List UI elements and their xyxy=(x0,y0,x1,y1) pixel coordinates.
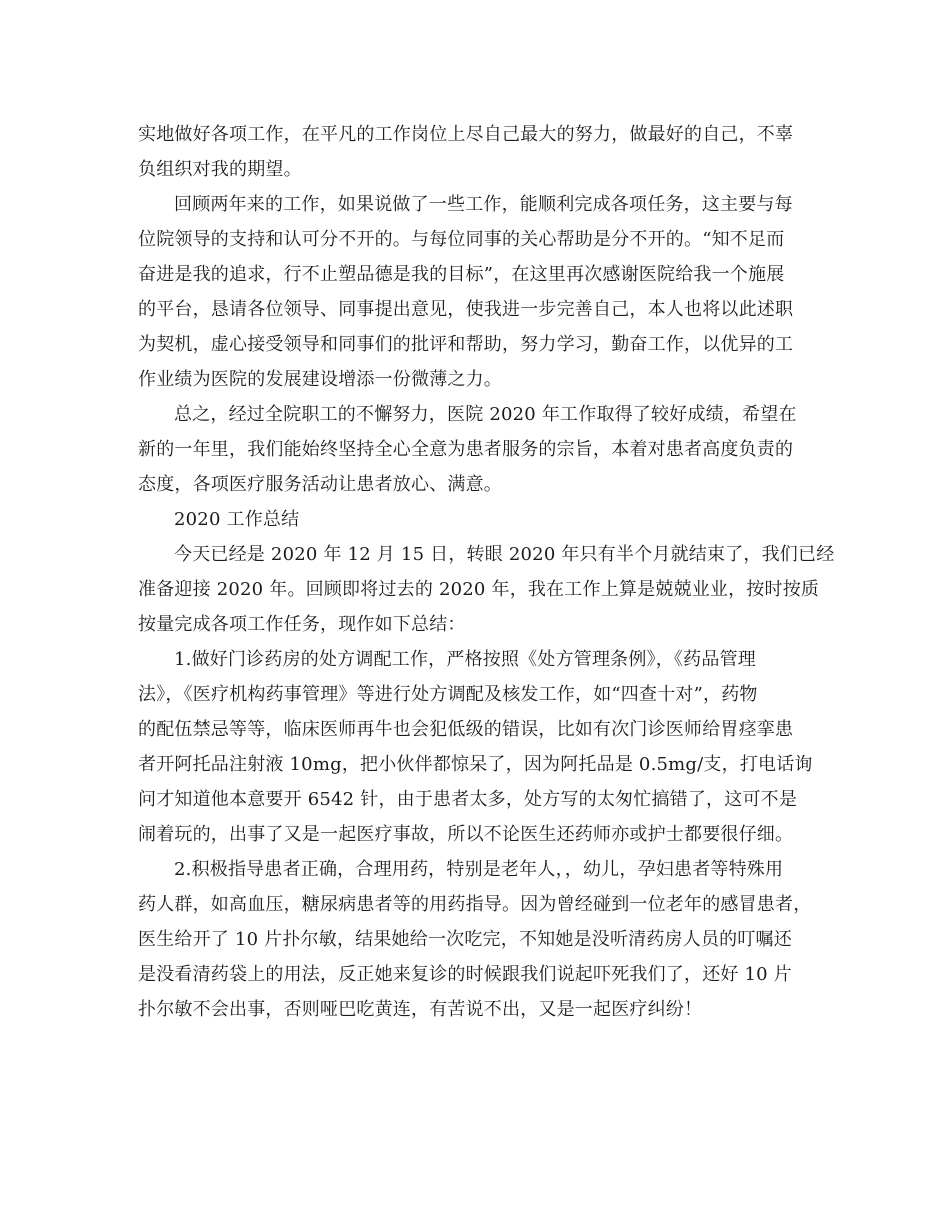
text-line: 回顾两年来的工作，如果说做了一些工作，能顺利完成各项任务，这主要与每 xyxy=(174,194,793,215)
text-line: 实地做好各项工作，在平凡的工作岗位上尽自己最大的努力，做最好的自己，不辜 xyxy=(138,124,794,145)
text-line: 今天已经是 2020 年 12 月 15 日，转眼 2020 年只有半个月就结束了，我们已经 xyxy=(174,544,835,565)
text-line: 的平台，恳请各位领导、同事提出意见，使我进一步完善自己，本人也将以此述职 xyxy=(138,299,794,320)
text-line: 扑尔敏不会出事，否则哑巴吃黄连，有苦说不出，又是一起医疗纠纷！ xyxy=(138,999,703,1020)
text-line: 法》，《医疗机构药事管理》等进行处方调配及核发工作，如“四查十对”，药物 xyxy=(138,684,758,705)
text-line: 负组织对我的期望。 xyxy=(138,159,302,180)
text-line: 药人群，如高血压，糖尿病患者等的用药指导。因为曾经碰到一位老年的感冒患者， xyxy=(138,894,812,915)
text-line: 总之，经过全院职工的不懈努力，医院 2020 年工作取得了较好成绩，希望在 xyxy=(174,404,797,425)
text-line: 按量完成各项工作任务，现作如下总结： xyxy=(138,614,466,635)
section-heading: 2020 工作总结 xyxy=(174,509,300,530)
text-line: 闹着玩的，出事了又是一起医疗事故，所以不论医生还药师亦或护士都要很仔细。 xyxy=(138,824,794,845)
text-line: 的配伍禁忌等等，临床医师再牛也会犯低级的错误，比如有次门诊医师给胃痉挛患 xyxy=(138,719,794,740)
text-line: 作业绩为医院的发展建设增添一份微薄之力。 xyxy=(138,369,502,390)
text-line: 新的一年里，我们能始终坚持全心全意为患者服务的宗旨，本着对患者高度负责的 xyxy=(138,439,794,460)
text-line: 2.积极指导患者正确，合理用药，特别是老年人，，幼儿，孕妇患者等特殊用 xyxy=(174,859,784,880)
text-line: 者开阿托品注射液 10mg，把小伙伴都惊呆了，因为阿托品是 0.5mg/支，打电话询 xyxy=(138,754,813,775)
text-line: 医生给开了 10 片扑尔敏，结果她给一次吃完，不知她是没听清药房人员的叮嘱还 xyxy=(138,929,792,950)
text-line: 是没看清药袋上的用法，反正她来复诊的时候跟我们说起吓死我们了，还好 10 片 xyxy=(138,964,792,985)
text-line: 问才知道他本意要开 6542 针，由于患者太多，处方写的太匆忙搞错了，这可不是 xyxy=(138,789,798,810)
text-line: 准备迎接 2020 年。回顾即将过去的 2020 年，我在工作上算是兢兢业业，按时按质 xyxy=(138,579,820,600)
document-body xyxy=(138,117,835,1027)
text-line: 1.做好门诊药房的处方调配工作，严格按照《处方管理条例》，《药品管理 xyxy=(174,649,756,670)
text-line: 奋进是我的追求，行不止塑品德是我的目标”，在这里再次感谢医院给我一个施展 xyxy=(138,264,785,285)
text-line: 态度，各项医疗服务活动让患者放心、满意。 xyxy=(138,474,502,495)
text-line: 为契机，虚心接受领导和同事们的批评和帮助，努力学习，勤奋工作，以优异的工 xyxy=(138,334,794,355)
text-line: 位院领导的支持和认可分不开的。与每位同事的关心帮助是分不开的。“知不足而 xyxy=(138,229,785,250)
